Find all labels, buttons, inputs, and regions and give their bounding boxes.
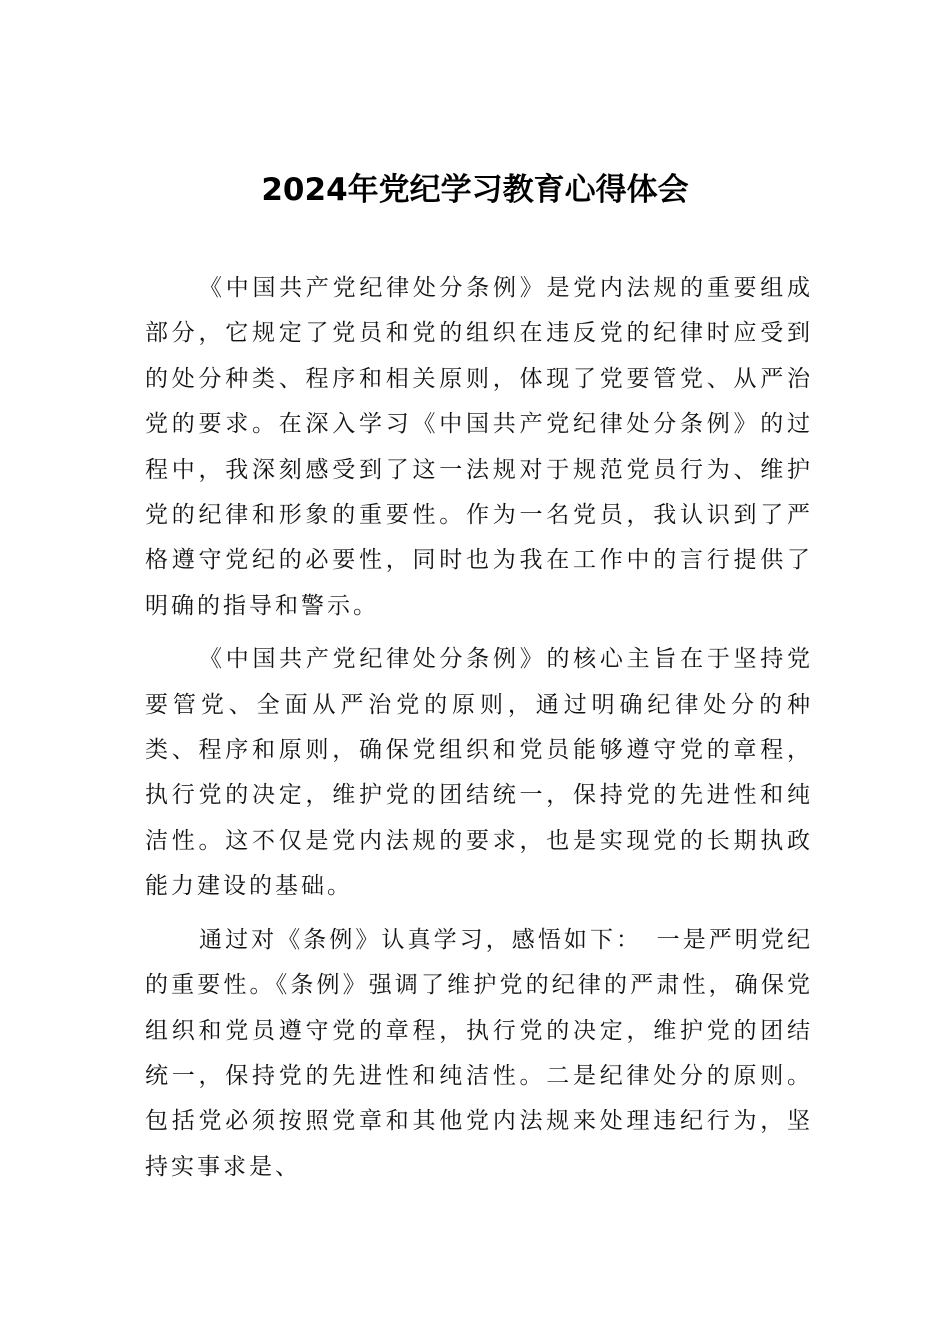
paragraph-2: 《中国共产党纪律处分条例》的核心主旨在于坚持党要管党、全面从严治党的原则，通过明确纪律处分的种类、程序和原则，确保党组织和党员能够遵守党的章程，执行党的决定，维护党的团结统一，保持党的先进性和纯洁性。这不仅是党内法规的要求，也是实现党的长期执政能力建设的基础。	[145, 646, 813, 900]
document-title: 2024年党纪学习教育心得体会	[261, 172, 689, 208]
paragraph-3: 通过对《条例》认真学习，感悟如下： 一是严明党纪的重要性。《条例》强调了维护党的纪律的严肃性，确保党组织和党员遵守党的章程，执行党的决定，维护党的团结统一，保持党的先进性和纯洁性。二是纪律处分的原则。包括党必须按照党章和其他党内法规来处理违纪行为，坚持实事求是、	[145, 926, 813, 1180]
document-body	[145, 266, 813, 1198]
paragraph-1: 《中国共产党纪律处分条例》是党内法规的重要组成部分，它规定了党员和党的组织在违反党的纪律时应受到的处分种类、程序和相关原则，体现了党要管党、从严治党的要求。在深入学习《中国共产党纪律处分条例》的过程中，我深刻感受到了这一法规对于规范党员行为、维护党的纪律和形象的重要性。作为一名党员，我认识到了严格遵守党纪的必要性，同时也为我在工作中的言行提供了明确的指导和警示。	[145, 275, 813, 619]
